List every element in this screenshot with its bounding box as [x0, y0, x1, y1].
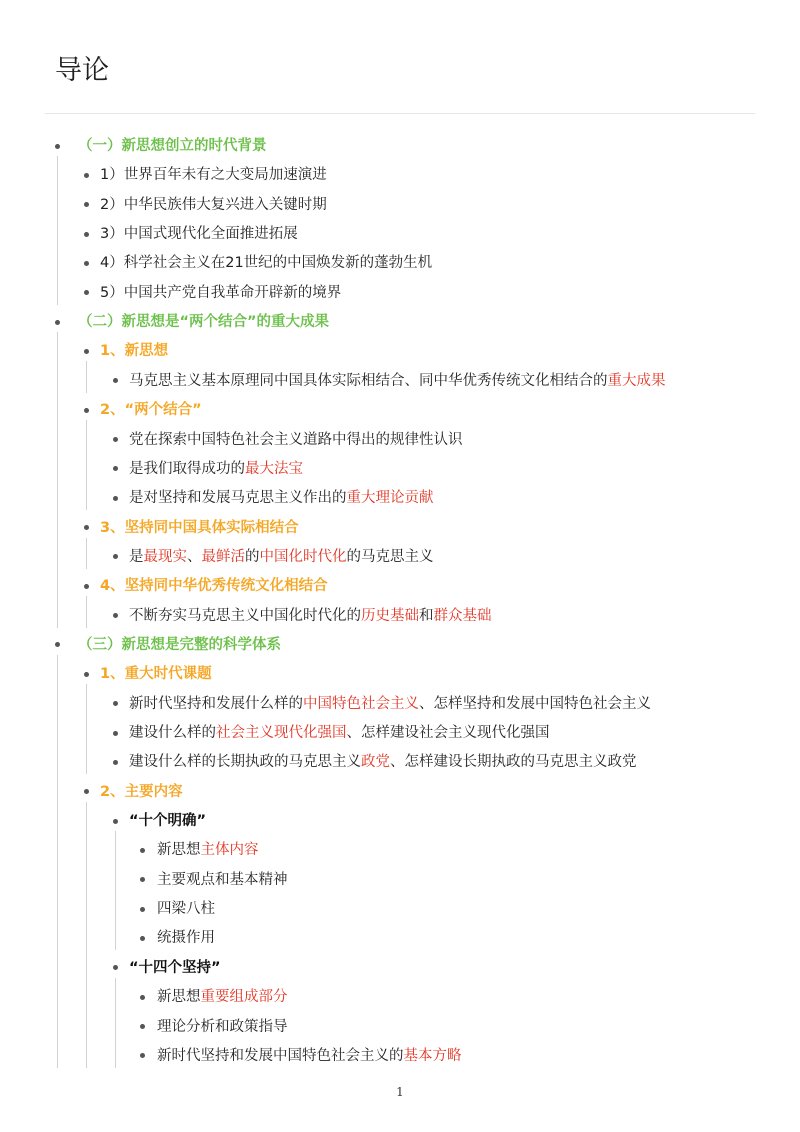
outline-bullet: [140, 936, 145, 941]
outline-node-level-2: [100, 575, 328, 597]
outline-guide-line: [57, 332, 58, 628]
outline-guide-line: [115, 831, 116, 950]
outline-bullet: [113, 701, 118, 706]
node-text: 3）中国式现代化全面推进拓展: [100, 226, 298, 243]
outline-node-level-3: [129, 370, 666, 392]
outline-bullet: [55, 144, 60, 149]
outline-node-level-2: [100, 223, 298, 245]
node-text: 的: [245, 548, 260, 565]
node-text: 统摄作用: [157, 930, 215, 947]
outline-node-level-1: [78, 311, 329, 333]
outline-node-level-2: [100, 663, 212, 685]
node-text: （二）新思想是“两个结合”的重大成果: [78, 314, 330, 331]
outline-bullet: [84, 261, 89, 266]
outline-node-level-4: [157, 1045, 462, 1067]
outline-bullet: [140, 877, 145, 882]
outline-guide-line: [86, 596, 87, 627]
node-text: 四梁八柱: [157, 901, 215, 918]
highlight-text: 主体内容: [200, 842, 259, 859]
node-text: 建设什么样的: [129, 725, 216, 741]
node-text: 、怎样建设社会主义现代化强国: [346, 725, 550, 741]
outline-node-level-2: [100, 781, 183, 803]
outline-bullet: [55, 642, 60, 647]
outline-node-level-3: [129, 810, 206, 832]
outline-node-level-4: [157, 839, 259, 861]
node-text: 2、主要内容: [100, 783, 183, 800]
outline-bullet: [113, 819, 118, 824]
node-text: 马克思主义基本原理同中国具体实际相结合、同中华优秀传统文化相结合的: [129, 372, 608, 389]
outline-bullet: [113, 731, 118, 736]
node-text: 1、重大时代课题: [100, 666, 212, 683]
node-text: 3、坚持同中国具体实际相结合: [100, 519, 299, 536]
node-text: 新思想: [157, 989, 201, 1006]
node-text: 新时代坚持和发展什么样的: [129, 695, 303, 712]
node-text: 1）世界百年未有之大变局加速演进: [100, 167, 327, 184]
outline-bullet: [140, 1024, 145, 1029]
highlight-text: 历史基础: [361, 607, 419, 624]
outline-node-level-3: [129, 751, 637, 773]
page-title: 导论: [55, 55, 109, 86]
node-text: 是: [129, 548, 144, 565]
outline-guide-line: [86, 420, 87, 510]
highlight-text: 中国特色社会主义: [303, 695, 419, 712]
outline-node-level-3: [129, 693, 651, 715]
node-text: 4、坚持同中华优秀传统文化相结合: [100, 578, 328, 595]
outline-bullet: [84, 584, 89, 589]
node-text: 党在探索中国特色社会主义道路中得出的规律性认识: [129, 431, 463, 448]
outline-bullet: [140, 1053, 145, 1058]
outline-guide-line: [57, 156, 58, 305]
outline-bullet: [84, 349, 89, 354]
outline-node-level-4: [157, 869, 288, 891]
outline-node-level-3: [129, 546, 434, 568]
node-text: （一）新思想创立的时代背景: [78, 138, 267, 154]
node-text: 主要观点和基本精神: [157, 871, 288, 888]
node-text: “十四个坚持”: [129, 959, 221, 976]
outline-bullet: [140, 907, 145, 912]
node-text: 新思想: [157, 842, 201, 859]
highlight-text: 中国化时代化: [259, 548, 347, 565]
node-text: 建设什么样的长期执政的马克思主义: [129, 754, 361, 771]
outline-node-level-2: [100, 282, 341, 304]
outline-guide-line: [115, 978, 116, 1068]
outline-bullet: [84, 173, 89, 178]
outline-bullet: [140, 848, 145, 853]
outline-bullet: [84, 408, 89, 413]
highlight-text: 政党: [361, 754, 390, 771]
node-text: 和: [419, 607, 434, 624]
highlight-text: 基本方略: [403, 1047, 462, 1064]
node-text: 的马克思主义: [346, 548, 434, 565]
outline-bullet: [84, 290, 89, 295]
outline-bullet: [84, 232, 89, 237]
outline-bullet: [113, 466, 118, 471]
outline-node-level-2: [100, 164, 327, 186]
node-text: 新时代坚持和发展中国特色社会主义的: [157, 1047, 404, 1064]
outline-node-level-2: [100, 517, 299, 539]
outline-node-level-3: [129, 429, 463, 451]
node-text: 不断夯实马克思主义中国化时代化的: [129, 607, 361, 624]
node-text: 2）中华民族伟大复兴进入关键时期: [100, 196, 327, 213]
highlight-text: 最鲜活: [201, 548, 245, 565]
node-text: 2、“两个结合”: [100, 402, 202, 419]
outline-node-level-3: [129, 487, 434, 509]
outline-node-level-3: [129, 957, 221, 979]
outline-bullet: [113, 554, 118, 559]
node-text: 5）中国共产党自我革命开辟新的境界: [100, 284, 342, 301]
outline-bullet: [113, 437, 118, 442]
outline-bullet: [84, 672, 89, 677]
outline-node-level-3: [129, 458, 303, 480]
outline-bullet: [113, 760, 118, 765]
outline-bullet: [113, 965, 118, 970]
node-text: 、: [187, 548, 202, 565]
outline-guide-line: [86, 802, 87, 1068]
node-text: 、怎样建设长期执政的马克思主义政党: [390, 754, 637, 771]
highlight-text: 重要组成部分: [200, 989, 288, 1006]
outline-bullet: [84, 202, 89, 207]
node-text: 是对坚持和发展马克思主义作出的: [129, 490, 347, 507]
outline-guide-line: [86, 684, 87, 774]
highlight-text: 社会主义现代化强国: [216, 725, 347, 741]
outline-bullet: [84, 525, 89, 530]
outline-node-level-4: [157, 1016, 288, 1038]
node-text: 理论分析和政策指导: [157, 1018, 288, 1035]
outline-node-level-2: [100, 252, 432, 274]
outline-node-level-3: [129, 722, 550, 744]
outline-bullet: [113, 613, 118, 618]
outline-node-level-1: [78, 135, 267, 157]
outline-node-level-1: [78, 634, 281, 656]
highlight-text: 重大成果: [607, 372, 666, 389]
node-text: （三）新思想是完整的科学体系: [78, 636, 281, 653]
outline-node-level-4: [157, 927, 215, 949]
outline-guide-line: [57, 655, 58, 1068]
highlight-text: 重大理论贡献: [346, 490, 434, 507]
outline-guide-line: [86, 538, 87, 569]
outline-bullet: [140, 995, 145, 1000]
highlight-text: 最大法宝: [245, 460, 303, 477]
page-number: 1: [396, 1085, 404, 1099]
outline-bullet: [113, 378, 118, 383]
outline-node-level-2: [100, 399, 202, 421]
outline-node-level-4: [157, 898, 215, 920]
node-text: “十个明确”: [129, 813, 207, 830]
outline-bullet: [113, 496, 118, 501]
node-text: 1、新思想: [100, 343, 169, 360]
outline-node-level-2: [100, 194, 327, 216]
node-text: 、怎样坚持和发展中国特色社会主义: [419, 695, 651, 712]
outline-bullet: [55, 320, 60, 325]
outline-node-level-4: [157, 986, 288, 1008]
outline-node-level-2: [100, 340, 168, 362]
outline-bullet: [84, 789, 89, 794]
node-text: 4）科学社会主义在21世纪的中国焕发新的蓬勃生机: [100, 255, 433, 272]
outline-node-level-3: [129, 605, 492, 627]
outline-guide-line: [86, 361, 87, 392]
highlight-text: 群众基础: [433, 607, 492, 624]
highlight-text: 最现实: [143, 548, 187, 565]
node-text: 是我们取得成功的: [129, 460, 245, 477]
